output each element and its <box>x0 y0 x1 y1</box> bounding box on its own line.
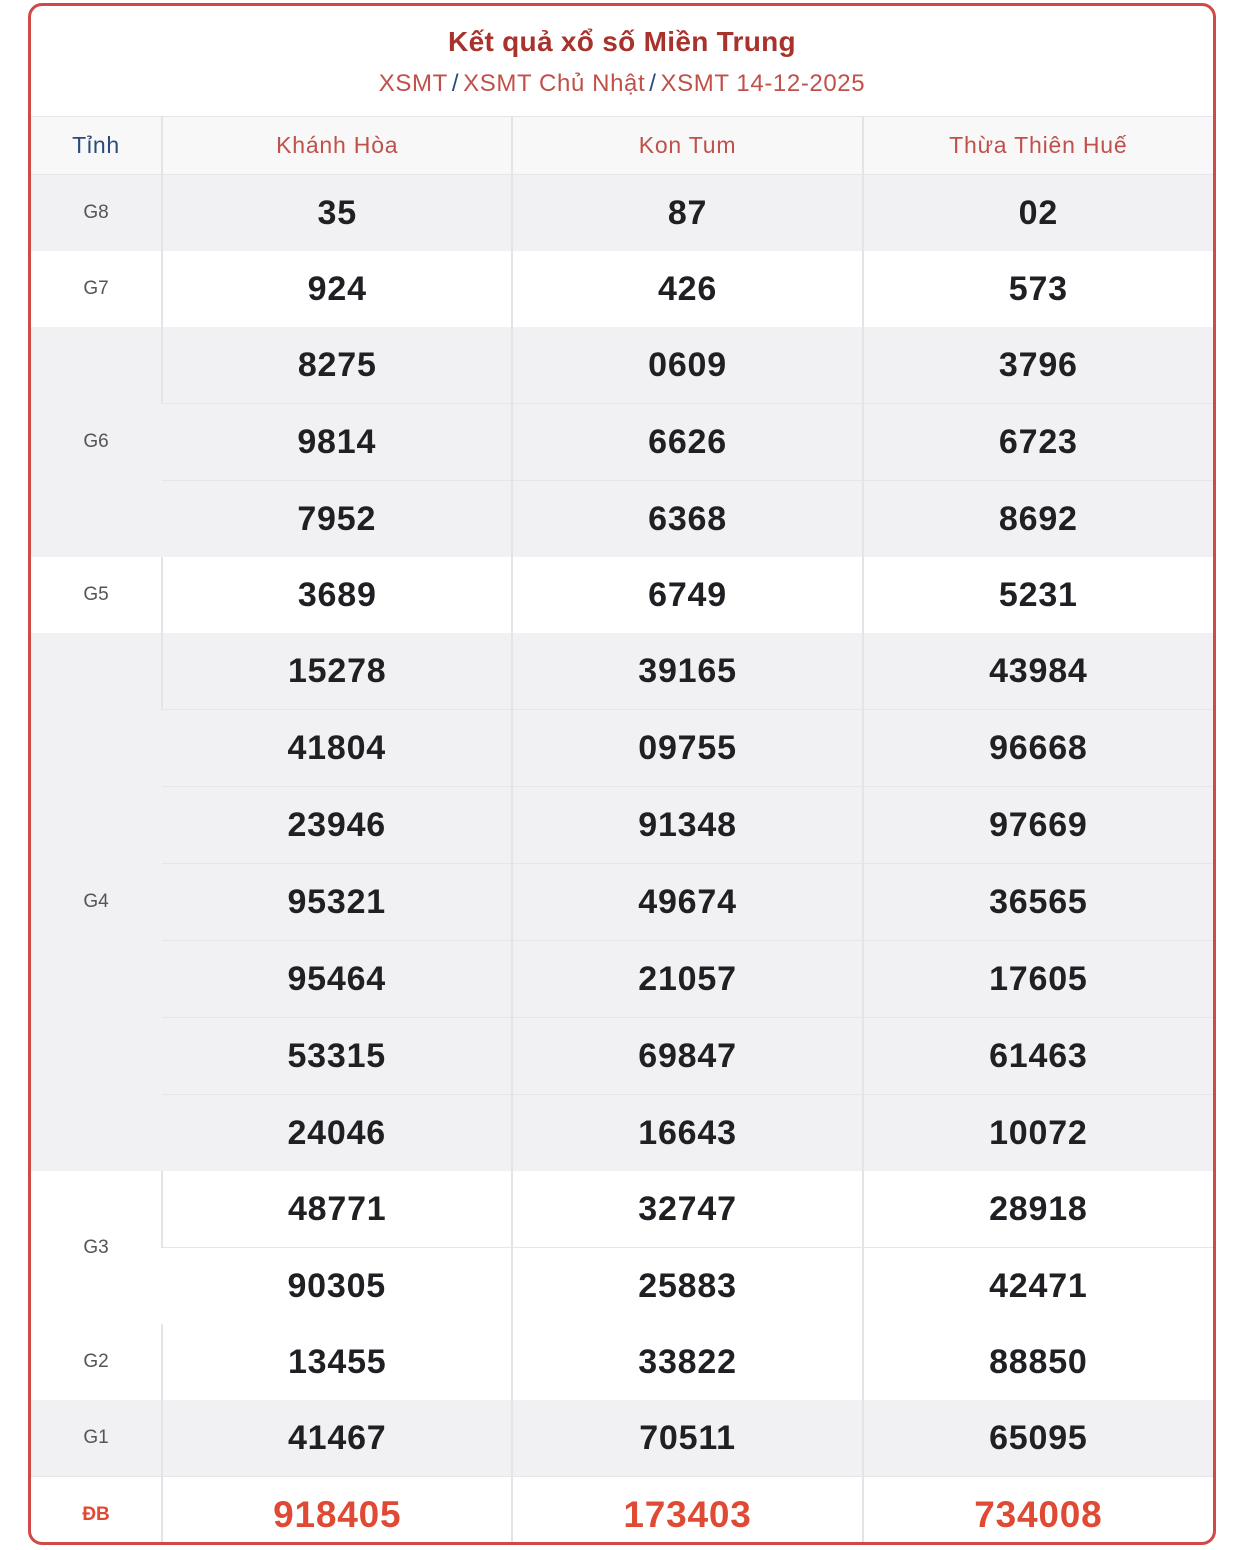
prize-number: 95464 <box>162 941 512 1018</box>
prize-row <box>31 1095 1213 1172</box>
prize-number: 69847 <box>512 1018 862 1095</box>
province-header-khanh-hoa[interactable]: Khánh Hòa <box>162 117 512 175</box>
prize-number: 35 <box>162 175 512 252</box>
breadcrumb-separator: / <box>649 70 657 97</box>
prize-number: 3689 <box>162 557 512 633</box>
prize-label: G4 <box>31 633 162 1171</box>
prize-number: 61463 <box>863 1018 1213 1095</box>
prize-row <box>31 251 1213 327</box>
prize-number: 9814 <box>162 404 512 481</box>
prize-number: 5231 <box>863 557 1213 633</box>
table-header-row <box>31 117 1213 175</box>
results-card <box>28 3 1216 1545</box>
prize-label: G7 <box>83 278 109 299</box>
prize-number: 6723 <box>863 404 1213 481</box>
prize-number: 91348 <box>512 787 862 864</box>
prize-label: G3 <box>83 1236 109 1258</box>
results-header <box>31 6 1213 116</box>
prize-row <box>31 1248 1213 1325</box>
breadcrumb-link-xsmt[interactable]: XSMT <box>378 70 448 97</box>
prize-number: 49674 <box>512 864 862 941</box>
prize-number: 6749 <box>512 557 862 633</box>
prize-number: 48771 <box>162 1171 512 1248</box>
prize-number: 09755 <box>512 710 862 787</box>
prize-row <box>31 633 1213 710</box>
prize-number: 96668 <box>863 710 1213 787</box>
prize-number: 3796 <box>863 327 1213 404</box>
prize-number: 6626 <box>512 404 862 481</box>
prize-number: 39165 <box>512 633 862 710</box>
prize-number: 15278 <box>162 633 512 710</box>
province-column-header: Tỉnh <box>31 117 162 175</box>
prize-number: 25883 <box>512 1248 862 1325</box>
prize-number: 41804 <box>162 710 512 787</box>
prize-row <box>31 404 1213 481</box>
breadcrumb-link-xsmt-date[interactable]: XSMT 14-12-2025 <box>660 70 866 97</box>
special-prize-number: 173403 <box>512 1477 862 1546</box>
page-title: Kết quả xổ số Miền Trung <box>448 26 796 57</box>
prize-number: 88850 <box>863 1324 1213 1400</box>
prize-number: 97669 <box>863 787 1213 864</box>
prize-row <box>31 941 1213 1018</box>
prize-row <box>31 175 1213 252</box>
prize-number: 90305 <box>162 1248 512 1325</box>
prize-number: 02 <box>863 175 1213 252</box>
prize-number: 28918 <box>863 1171 1213 1248</box>
special-prize-number: 734008 <box>863 1477 1213 1546</box>
province-header-thua-thien-hue[interactable]: Thừa Thiên Huế <box>863 117 1213 175</box>
breadcrumb-link-xsmt-sunday[interactable]: XSMT Chủ Nhật <box>463 70 646 97</box>
prize-row <box>31 327 1213 404</box>
province-header-kon-tum[interactable]: Kon Tum <box>512 117 862 175</box>
prize-row <box>31 787 1213 864</box>
prize-number: 53315 <box>162 1018 512 1095</box>
prize-row <box>31 864 1213 941</box>
prize-number: 0609 <box>512 327 862 404</box>
prize-row <box>31 710 1213 787</box>
results-body <box>31 175 1213 1546</box>
prize-label: ĐB <box>31 1477 162 1546</box>
prize-number: 70511 <box>512 1400 862 1477</box>
prize-row <box>31 1324 1213 1400</box>
prize-number: 42471 <box>863 1248 1213 1325</box>
prize-row <box>31 557 1213 633</box>
prize-number: 24046 <box>162 1095 512 1172</box>
special-prize-number: 918405 <box>162 1477 512 1546</box>
prize-number: 17605 <box>863 941 1213 1018</box>
prize-number: 33822 <box>512 1324 862 1400</box>
prize-row <box>31 1400 1213 1477</box>
prize-number: 32747 <box>512 1171 862 1248</box>
prize-row <box>31 481 1213 558</box>
prize-number: 573 <box>863 251 1213 327</box>
prize-label: G8 <box>31 175 162 252</box>
prize-label: G5 <box>83 584 109 605</box>
prize-number: 41467 <box>162 1400 512 1477</box>
prize-number: 23946 <box>162 787 512 864</box>
prize-number: 95321 <box>162 864 512 941</box>
prize-number: 21057 <box>512 941 862 1018</box>
prize-number: 36565 <box>863 864 1213 941</box>
prize-number: 8275 <box>162 327 512 404</box>
prize-number: 65095 <box>863 1400 1213 1477</box>
prize-label: G1 <box>31 1400 162 1477</box>
prize-label: G2 <box>83 1351 109 1372</box>
prize-number: 43984 <box>863 633 1213 710</box>
prize-row <box>31 1018 1213 1095</box>
prize-number: 7952 <box>162 481 512 558</box>
prize-row <box>31 1171 1213 1248</box>
prize-number: 6368 <box>512 481 862 558</box>
prize-label: G6 <box>31 327 162 557</box>
prize-number: 87 <box>512 175 862 252</box>
prize-number: 16643 <box>512 1095 862 1172</box>
prize-number: 8692 <box>863 481 1213 558</box>
prize-number: 13455 <box>162 1324 512 1400</box>
prize-number: 426 <box>512 251 862 327</box>
prize-row <box>31 1477 1213 1546</box>
results-table <box>31 116 1213 1545</box>
prize-number: 10072 <box>863 1095 1213 1172</box>
prize-number: 924 <box>162 251 512 327</box>
breadcrumb <box>31 70 1213 98</box>
breadcrumb-separator: / <box>451 70 460 97</box>
